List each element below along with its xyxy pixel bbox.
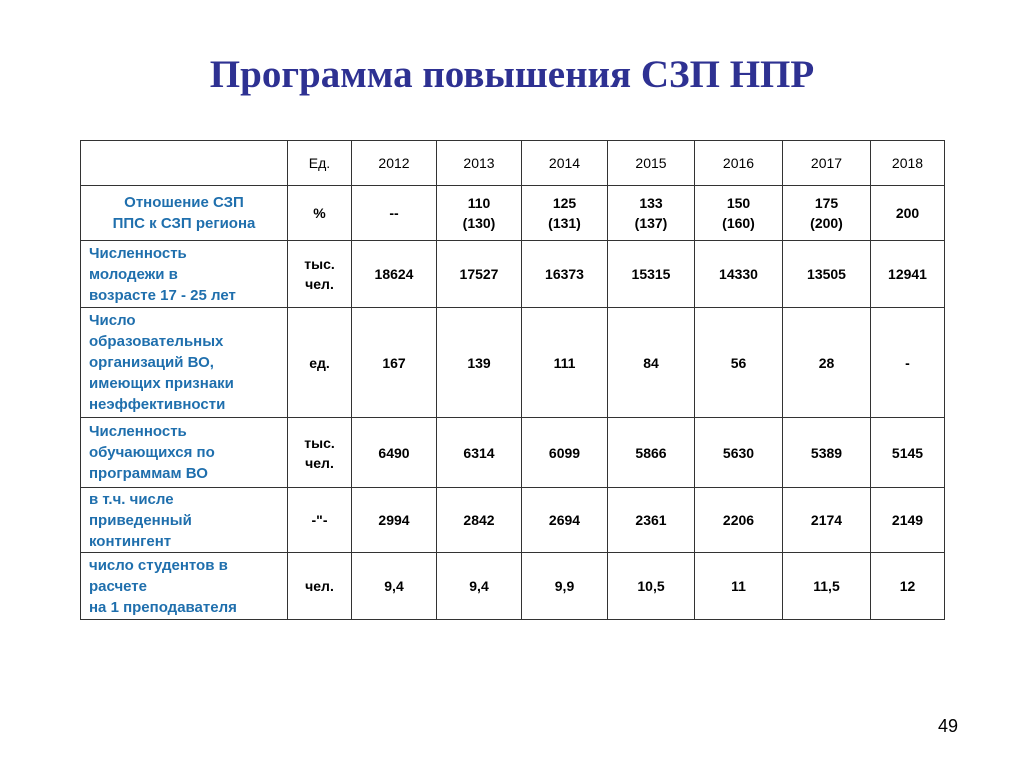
table-cell: 2149	[871, 488, 945, 553]
row-label: в т.ч. числе приведенный контингент	[81, 488, 288, 553]
table-cell: 2842	[437, 488, 522, 553]
table-cell: 14330	[695, 241, 783, 308]
row-unit: %	[288, 186, 352, 241]
row-unit: тыс. чел.	[288, 241, 352, 308]
table-cell: 2174	[783, 488, 871, 553]
table-cell: 200	[871, 186, 945, 241]
header-row	[81, 141, 945, 186]
table-cell: 2206	[695, 488, 783, 553]
header-year-cell: 2017	[783, 141, 871, 186]
header-unit-cell: Ед.	[288, 141, 352, 186]
table-cell: 11,5	[783, 553, 871, 620]
row-label: Численность обучающихся по программам ВО	[81, 418, 288, 488]
data-table	[80, 140, 945, 620]
table-cell: 5389	[783, 418, 871, 488]
table-row	[81, 186, 945, 241]
row-unit: -"-	[288, 488, 352, 553]
table-cell: 133 (137)	[608, 186, 695, 241]
table-cell: 6314	[437, 418, 522, 488]
row-unit: тыс. чел.	[288, 418, 352, 488]
table-cell: 6490	[352, 418, 437, 488]
row-label: число студентов в расчете на 1 преподавателя	[81, 553, 288, 620]
table-cell: 10,5	[608, 553, 695, 620]
header-year-cell: 2016	[695, 141, 783, 186]
table-cell: 2694	[522, 488, 608, 553]
table-row	[81, 418, 945, 488]
table-cell: 110 (130)	[437, 186, 522, 241]
table-cell: 9,9	[522, 553, 608, 620]
header-year-cell: 2013	[437, 141, 522, 186]
row-label: Отношение СЗП ППС к СЗП региона	[81, 186, 288, 241]
row-unit: ед.	[288, 308, 352, 418]
table-cell: 6099	[522, 418, 608, 488]
table-cell: 84	[608, 308, 695, 418]
table-row	[81, 308, 945, 418]
table-cell: 150 (160)	[695, 186, 783, 241]
header-year-cell: 2012	[352, 141, 437, 186]
table-row	[81, 241, 945, 308]
table-cell: 17527	[437, 241, 522, 308]
row-label: Численность молодежи в возрасте 17 - 25 лет	[81, 241, 288, 308]
table-cell: 18624	[352, 241, 437, 308]
table-cell: 12	[871, 553, 945, 620]
table-cell: 167	[352, 308, 437, 418]
table-cell: 28	[783, 308, 871, 418]
page-number: 49	[938, 716, 959, 736]
table-cell: 125 (131)	[522, 186, 608, 241]
header-year-cell: 2014	[522, 141, 608, 186]
table-cell: 5145	[871, 418, 945, 488]
table-cell: 2361	[608, 488, 695, 553]
table-cell: 13505	[783, 241, 871, 308]
table-cell: 2994	[352, 488, 437, 553]
table-cell: 5866	[608, 418, 695, 488]
table-cell: 139	[437, 308, 522, 418]
header-year-cell: 2015	[608, 141, 695, 186]
table-cell: -	[871, 308, 945, 418]
table-cell: 16373	[522, 241, 608, 308]
table-cell: --	[352, 186, 437, 241]
table-row	[81, 553, 945, 620]
row-unit: чел.	[288, 553, 352, 620]
header-corner-cell	[81, 141, 288, 186]
table-cell: 5630	[695, 418, 783, 488]
table-cell: 15315	[608, 241, 695, 308]
table-row	[81, 488, 945, 553]
header-year-cell: 2018	[871, 141, 945, 186]
table-cell: 56	[695, 308, 783, 418]
table-cell: 11	[695, 553, 783, 620]
table-cell: 9,4	[352, 553, 437, 620]
table-cell: 175 (200)	[783, 186, 871, 241]
page-title: Программа повышения СЗП НПР	[209, 53, 815, 96]
table-cell: 12941	[871, 241, 945, 308]
row-label: Число образовательных организаций ВО, имеющих признаки неэффективности	[81, 308, 288, 418]
table-cell: 9,4	[437, 553, 522, 620]
table-cell: 111	[522, 308, 608, 418]
